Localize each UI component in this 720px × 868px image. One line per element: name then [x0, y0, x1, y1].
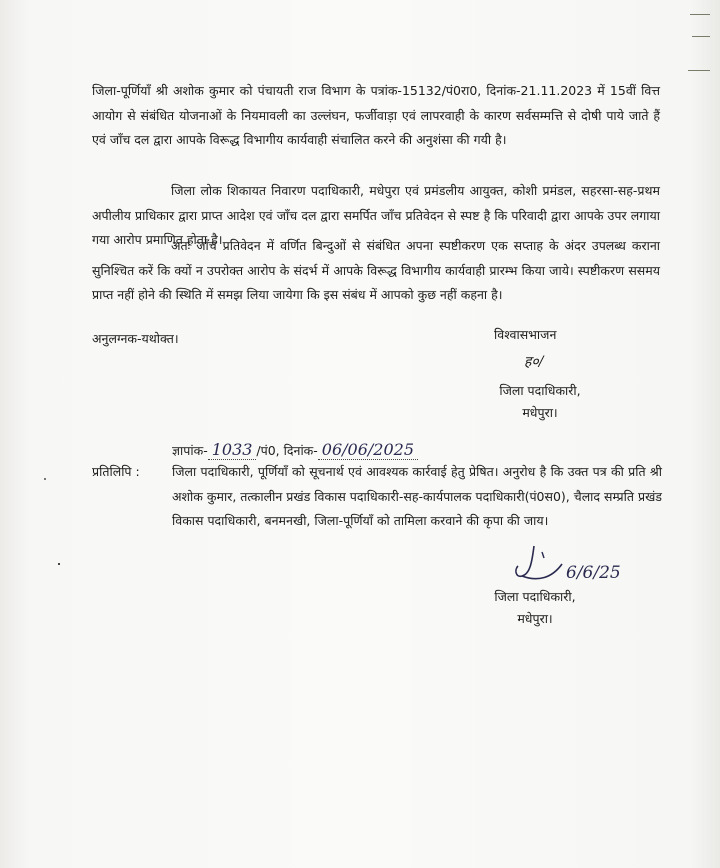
- signatory-place: मधेपुरा।: [522, 405, 558, 420]
- memo-suffix: /पं0, दिनांक-: [256, 443, 318, 458]
- body-paragraph-2: जिला लोक शिकायत निवारण पदाधिकारी, मधेपुरा एवं प्रमंडलीय आयुक्त, कोशी प्रमंडल, सहरसा-सह-प्रथम अपीलीय प्राधिकार द्वारा प्राप्त आदेश एवं जाँच दल द्वारा समर्पित जाँच प्रतिवेदन से स्पष्ट है कि परिवादी द्वारा आपके उपर लगाया गया आरोप प्रमाणित होता है।: [92, 183, 660, 247]
- margin-mark: [692, 36, 710, 37]
- copy-signatory-block: [490, 586, 580, 630]
- signed-mark: ह०/: [524, 354, 544, 370]
- copy-signatory-title: जिला पदाधिकारी,: [494, 589, 576, 604]
- body-paragraph-1: जिला-पूर्णियाँ श्री अशोक कुमार को पंचायती राज विभाग के पत्रांक-15132/पं0रा0, दिनांक-21.11.2023 में 15वीं वित्त आयोग से संबंधित योजनाओं के नियमावली का उल्लंघन, फर्जीवाड़ा एवं लापरवाही के कारण सर्वसम्मत्ति से दोषी पाये जाते हैं एवं जाँच दल द्वारा आपके विरूद्ध विभागीय कार्यवाही संचालित करने की अनुशंसा की गयी है।: [92, 83, 660, 147]
- memo-number: 1033: [208, 440, 257, 460]
- signature-date: 6/6/25: [566, 563, 621, 583]
- body-paragraph-3: अतः जाँच प्रतिवेदन में वर्णित बिन्दुओं से संबंधित अपना स्पष्टीकरण एक सप्ताह के अंदर उपलब्ध कराना सुनिश्चित करें कि क्यों न उपरोक्त आरोप के संदर्भ में आपके विरूद्ध विभागीय कार्यवाही प्रारम्भ किया जाये। स्पष्टीकरण ससमय प्राप्त नहीं होने की स्थिति में समझ लिया जायेगा कि इस संबंध में आपको कुछ नहीं कहना है।: [92, 238, 660, 302]
- scan-speck: [44, 478, 46, 480]
- closing-salutation: विश्वासभाजन: [494, 327, 557, 342]
- copy-paragraph: जिला पदाधिकारी, पूर्णियाँ को सूचनार्थ एवं आवश्यक कार्रवाई हेतु प्रेषित। अनुरोध है कि उक्त पत्र की प्रति श्री अशोक कुमार, तत्कालीन प्रखंड विकास पदाधिकारी-सह-कार्यपालक पदाधिकारी(पं0स0), चैलाद सम्प्रति प्रखंड विकास पदाधिकारी, बनमनखी, जिला-पूर्णियाँ को तामिला करवाने की कृपा की जाय।: [172, 464, 662, 528]
- memo-line: [172, 440, 418, 459]
- scan-speck: [58, 563, 60, 565]
- enclosure-note: अनुलग्नक-यथोक्त।: [92, 331, 179, 346]
- copy-label: प्रतिलिपि :: [92, 464, 140, 479]
- memo-date: 06/06/2025: [318, 440, 418, 460]
- signatory-block: [495, 380, 585, 424]
- copy-signatory-place: मधेपुरा।: [517, 611, 553, 626]
- memo-prefix: ज्ञापांक-: [172, 443, 208, 458]
- signatory-title: जिला पदाधिकारी,: [499, 383, 581, 398]
- margin-mark: [690, 14, 710, 15]
- margin-mark: [688, 70, 710, 71]
